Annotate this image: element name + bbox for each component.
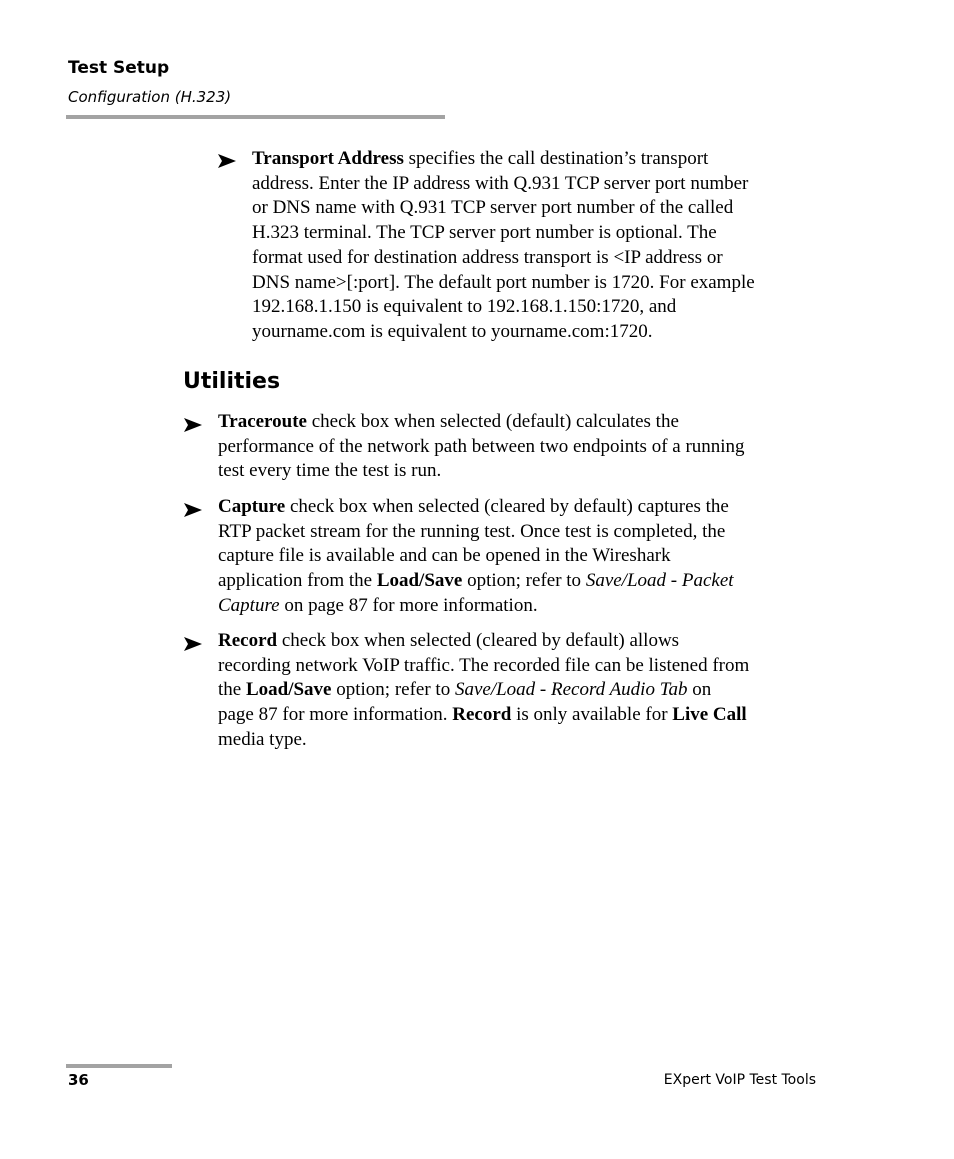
text-line: RTP packet stream for the running test. Once test is completed, the: [218, 520, 726, 542]
term-record: Record: [452, 704, 512, 726]
text-line: capture file is available and can be opened in the Wireshark: [218, 545, 671, 567]
term-traceroute: Traceroute: [218, 411, 307, 432]
text-fragment: the: [218, 679, 246, 701]
term-record: Record: [218, 630, 278, 651]
text-line: yourname.com is equivalent to yourname.com:1720.: [252, 320, 653, 342]
text-line: specifies the call destination’s transport: [403, 148, 709, 169]
bullet-traceroute: [218, 410, 745, 484]
text-line: media type.: [218, 728, 307, 750]
bullet-arrow-icon: [184, 637, 202, 651]
page-number: 36: [68, 1071, 89, 1089]
bullet-arrow-icon: [184, 418, 202, 432]
term-capture: Capture: [218, 496, 286, 517]
text-fragment: option; refer to: [331, 679, 455, 701]
text-fragment: is only available for: [511, 704, 673, 726]
cross-reference: Capture: [218, 594, 280, 616]
text-line: check box when selected (cleared by default) captures the: [285, 496, 729, 517]
header-rule: [66, 115, 445, 119]
text-fragment: application from the: [218, 570, 377, 592]
text-fragment: on page 87 for more information.: [279, 594, 538, 616]
text-line: check box when selected (cleared by default) allows: [277, 630, 680, 651]
term-load-save: Load/Save: [376, 570, 463, 592]
section-heading-utilities: Utilities: [183, 369, 281, 394]
term-live-call: Live Call: [672, 704, 747, 726]
text-line: 192.168.1.150 is equivalent to 192.168.1.150:1720, and: [252, 296, 677, 318]
cross-reference: Save/Load - Record Audio Tab: [454, 679, 688, 701]
cross-reference: Save/Load - Packet: [585, 570, 734, 592]
term-transport-address: Transport Address: [252, 148, 404, 169]
header-subsection: Configuration (H.323): [68, 88, 232, 106]
term-load-save: Load/Save: [245, 679, 332, 701]
bullet-transport-address: [252, 147, 755, 345]
text-fragment: on: [687, 679, 712, 701]
text-line: test every time the test is run.: [218, 460, 442, 482]
text-line: format used for destination address transport is <IP address or: [252, 246, 723, 268]
bullet-record: [218, 629, 749, 753]
bullet-capture: [218, 495, 734, 619]
text-line: recording network VoIP traffic. The recorded file can be listened from: [218, 654, 750, 676]
text-line: DNS name>[:port]. The default port number is 1720. For example: [252, 271, 755, 293]
header-section-title: Test Setup: [68, 58, 170, 78]
text-fragment: page 87 for more information.: [218, 704, 453, 726]
text-line: H.323 terminal. The TCP server port number is optional. The: [252, 222, 717, 244]
bullet-arrow-icon: [218, 154, 236, 168]
footer-doc-title: EXpert VoIP Test Tools: [663, 1072, 816, 1088]
text-fragment: option; refer to: [462, 570, 586, 592]
bullet-arrow-icon: [184, 503, 202, 517]
text-line: address. Enter the IP address with Q.931 TCP server port number: [252, 172, 749, 194]
text-line: performance of the network path between two endpoints of a running: [218, 435, 745, 457]
footer-rule: [66, 1064, 172, 1068]
text-line: check box when selected (default) calculates the: [306, 411, 679, 432]
text-line: or DNS name with Q.931 TCP server port number of the called: [252, 197, 734, 219]
